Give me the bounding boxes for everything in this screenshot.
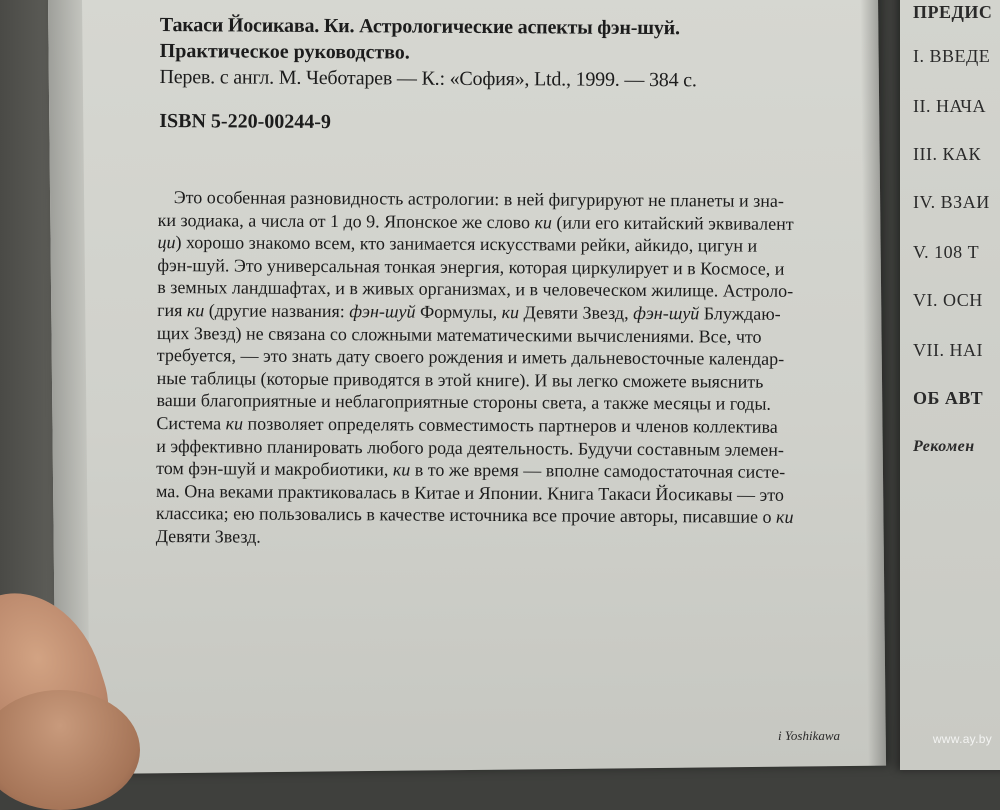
line-text: Девяти Звезд, xyxy=(518,302,634,323)
line-text: в земных ландшафтах, и в живых организмах, и в человеческом жилище. Астроло- xyxy=(157,277,794,302)
book-subtitle: Практическое руководство. xyxy=(159,40,410,64)
line-text: (другие названия: xyxy=(204,300,350,322)
book-title: Такаси Йосикава. Ки. Астрологические аспекты фэн-шуй. xyxy=(159,14,680,40)
line-text: Это особенная разновидность астрологии: в ней фигурируют не планеты и зна- xyxy=(173,187,784,211)
toc-item: ОБ АВТ xyxy=(913,388,984,408)
toc-item: IV. ВЗАИ xyxy=(913,192,990,212)
line-text: ма. Она веками практиковалась в Китае и Японии. Книга Такаси Йосикавы — это xyxy=(155,480,784,505)
line-text: щих Звезд) не связана со сложными математическими вычислениями. Все, что xyxy=(156,322,762,347)
page-gutter-shadow xyxy=(860,0,886,766)
line-text: Формулы, xyxy=(415,301,502,323)
line-text: в то же время — вполне самодостаточная систе- xyxy=(410,459,786,482)
line-text: и эффективно планировать любого рода деятельность. Будучи составным элемен- xyxy=(156,435,785,460)
annotation-line-16 xyxy=(156,525,852,552)
line-text: том фэн-шуй и макробиотики, xyxy=(156,458,393,480)
line-text: Блуждаю- xyxy=(699,303,781,324)
line-text: (или его китайский эквивалент xyxy=(551,212,794,234)
line-text: классика; ею пользовались в качестве источника все прочие авторы, писавшие о xyxy=(155,503,777,528)
line-text: ки зодиака, а числа от 1 до 9. Японское же слово xyxy=(157,209,535,232)
toc-item: VI. ОСН xyxy=(913,290,983,310)
isbn: ISBN 5-220-00244-9 xyxy=(159,110,331,134)
annotation-paragraph xyxy=(155,186,854,552)
italic-term-ki: ки xyxy=(501,302,520,323)
line-text: ) хорошо знакомо всем, кто занимается искусствами рейки, айкидо, цигун и xyxy=(175,232,758,256)
toc-item: Рекомен xyxy=(913,438,975,455)
italic-term-ki: ки xyxy=(534,211,553,233)
toc-item: I. ВВЕДЕ xyxy=(913,46,991,66)
line-text: гия xyxy=(157,299,187,321)
footer-author: i Yoshikawa xyxy=(778,728,841,743)
italic-term-qi: ци xyxy=(157,232,176,253)
line-text: ные таблицы (которые приводятся в этой книге). И вы легко сможете выяснить xyxy=(156,367,764,392)
line-text: требуется, — это знать дату своего рождения и иметь дальневосточные календар- xyxy=(156,345,785,369)
italic-term-ki: ки xyxy=(225,413,244,434)
toc-item: III. КАК xyxy=(913,144,981,164)
line-text: Система xyxy=(156,412,226,434)
italic-term-ki: ки xyxy=(776,507,794,528)
italic-term-ki: ки xyxy=(392,459,411,480)
publication-info: Перев. с англ. М. Чеботарев — К.: «София», Ltd., 1999. — 384 с. xyxy=(159,66,697,92)
site-watermark: www.ay.by xyxy=(932,732,992,746)
line-text: ваши благоприятные и неблагоприятные стороны света, а также месяцы и годы. xyxy=(156,390,772,415)
toc-item: II. НАЧА xyxy=(913,96,986,116)
toc-item: ПРЕДИС xyxy=(913,2,993,22)
line-text: позволяет определять совместимость партнеров и членов коллектива xyxy=(243,413,778,437)
italic-term-fengshui: фэн-шуй xyxy=(349,301,416,322)
italic-term-ki: ки xyxy=(186,300,205,321)
toc-item: V. 108 Т xyxy=(913,242,980,262)
toc-item: VII. НАІ xyxy=(913,340,983,360)
line-text: Девяти Звезд. xyxy=(155,525,261,547)
italic-term-fengshui: фэн-шуй xyxy=(633,302,700,324)
line-text: фэн-шуй. Это универсальная тонкая энергия, которая циркулирует и в Космосе, и xyxy=(157,254,785,279)
